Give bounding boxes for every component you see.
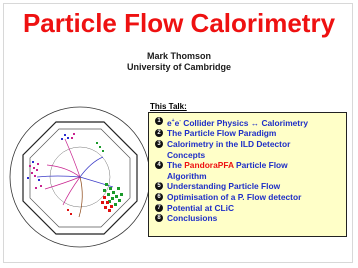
outline-item-2 xyxy=(155,128,342,139)
pandorapfa-highlight: PandoraPFA xyxy=(184,160,234,171)
number-7-icon: 7 xyxy=(155,204,163,212)
outline-item-1 xyxy=(155,116,342,128)
slide-title: Particle Flow Calorimetry xyxy=(22,8,336,38)
number-3-icon: 3 xyxy=(155,140,163,148)
number-4-icon: 4 xyxy=(155,161,163,169)
outline-item-8 xyxy=(155,213,342,224)
outline-item-3-cont: Concepts xyxy=(167,149,206,160)
outline-item-4-cont: Algorithm xyxy=(167,170,207,181)
outline-item-7 xyxy=(155,203,342,214)
outline-item-text: The PandoraPFA Particle Flow xyxy=(167,160,288,171)
number-1-icon: 1 xyxy=(155,117,163,125)
talk-outline-box xyxy=(148,112,347,237)
number-8-icon: 8 xyxy=(155,214,163,222)
outline-item-5 xyxy=(155,181,342,192)
number-6-icon: 6 xyxy=(155,193,163,201)
outline-item-6 xyxy=(155,192,342,203)
outline-item-text: The Particle Flow Paradigm xyxy=(167,128,277,139)
author-affiliation: University of Cambridge xyxy=(126,62,232,72)
event-display-image xyxy=(7,97,153,253)
author-name: Mark Thomson xyxy=(146,51,211,61)
outline-item-text: Potential at CLiC xyxy=(167,202,235,213)
outline-item-text: Calorimetry in the ILD Detector xyxy=(167,138,291,149)
talk-label: This Talk: xyxy=(150,102,187,111)
outline-item-text: Understanding Particle Flow xyxy=(167,181,281,192)
number-2-icon: 2 xyxy=(155,129,163,137)
outline-item-text: Conclusions xyxy=(167,213,218,224)
outline-item-text: Optimisation of a P. Flow detector xyxy=(167,191,302,202)
number-5-icon: 5 xyxy=(155,182,163,190)
outline-item-4 xyxy=(155,160,342,171)
outline-item-3 xyxy=(155,139,342,150)
outline-item-text: e+e- Collider Physics ↔ Calorimetry xyxy=(167,117,309,128)
